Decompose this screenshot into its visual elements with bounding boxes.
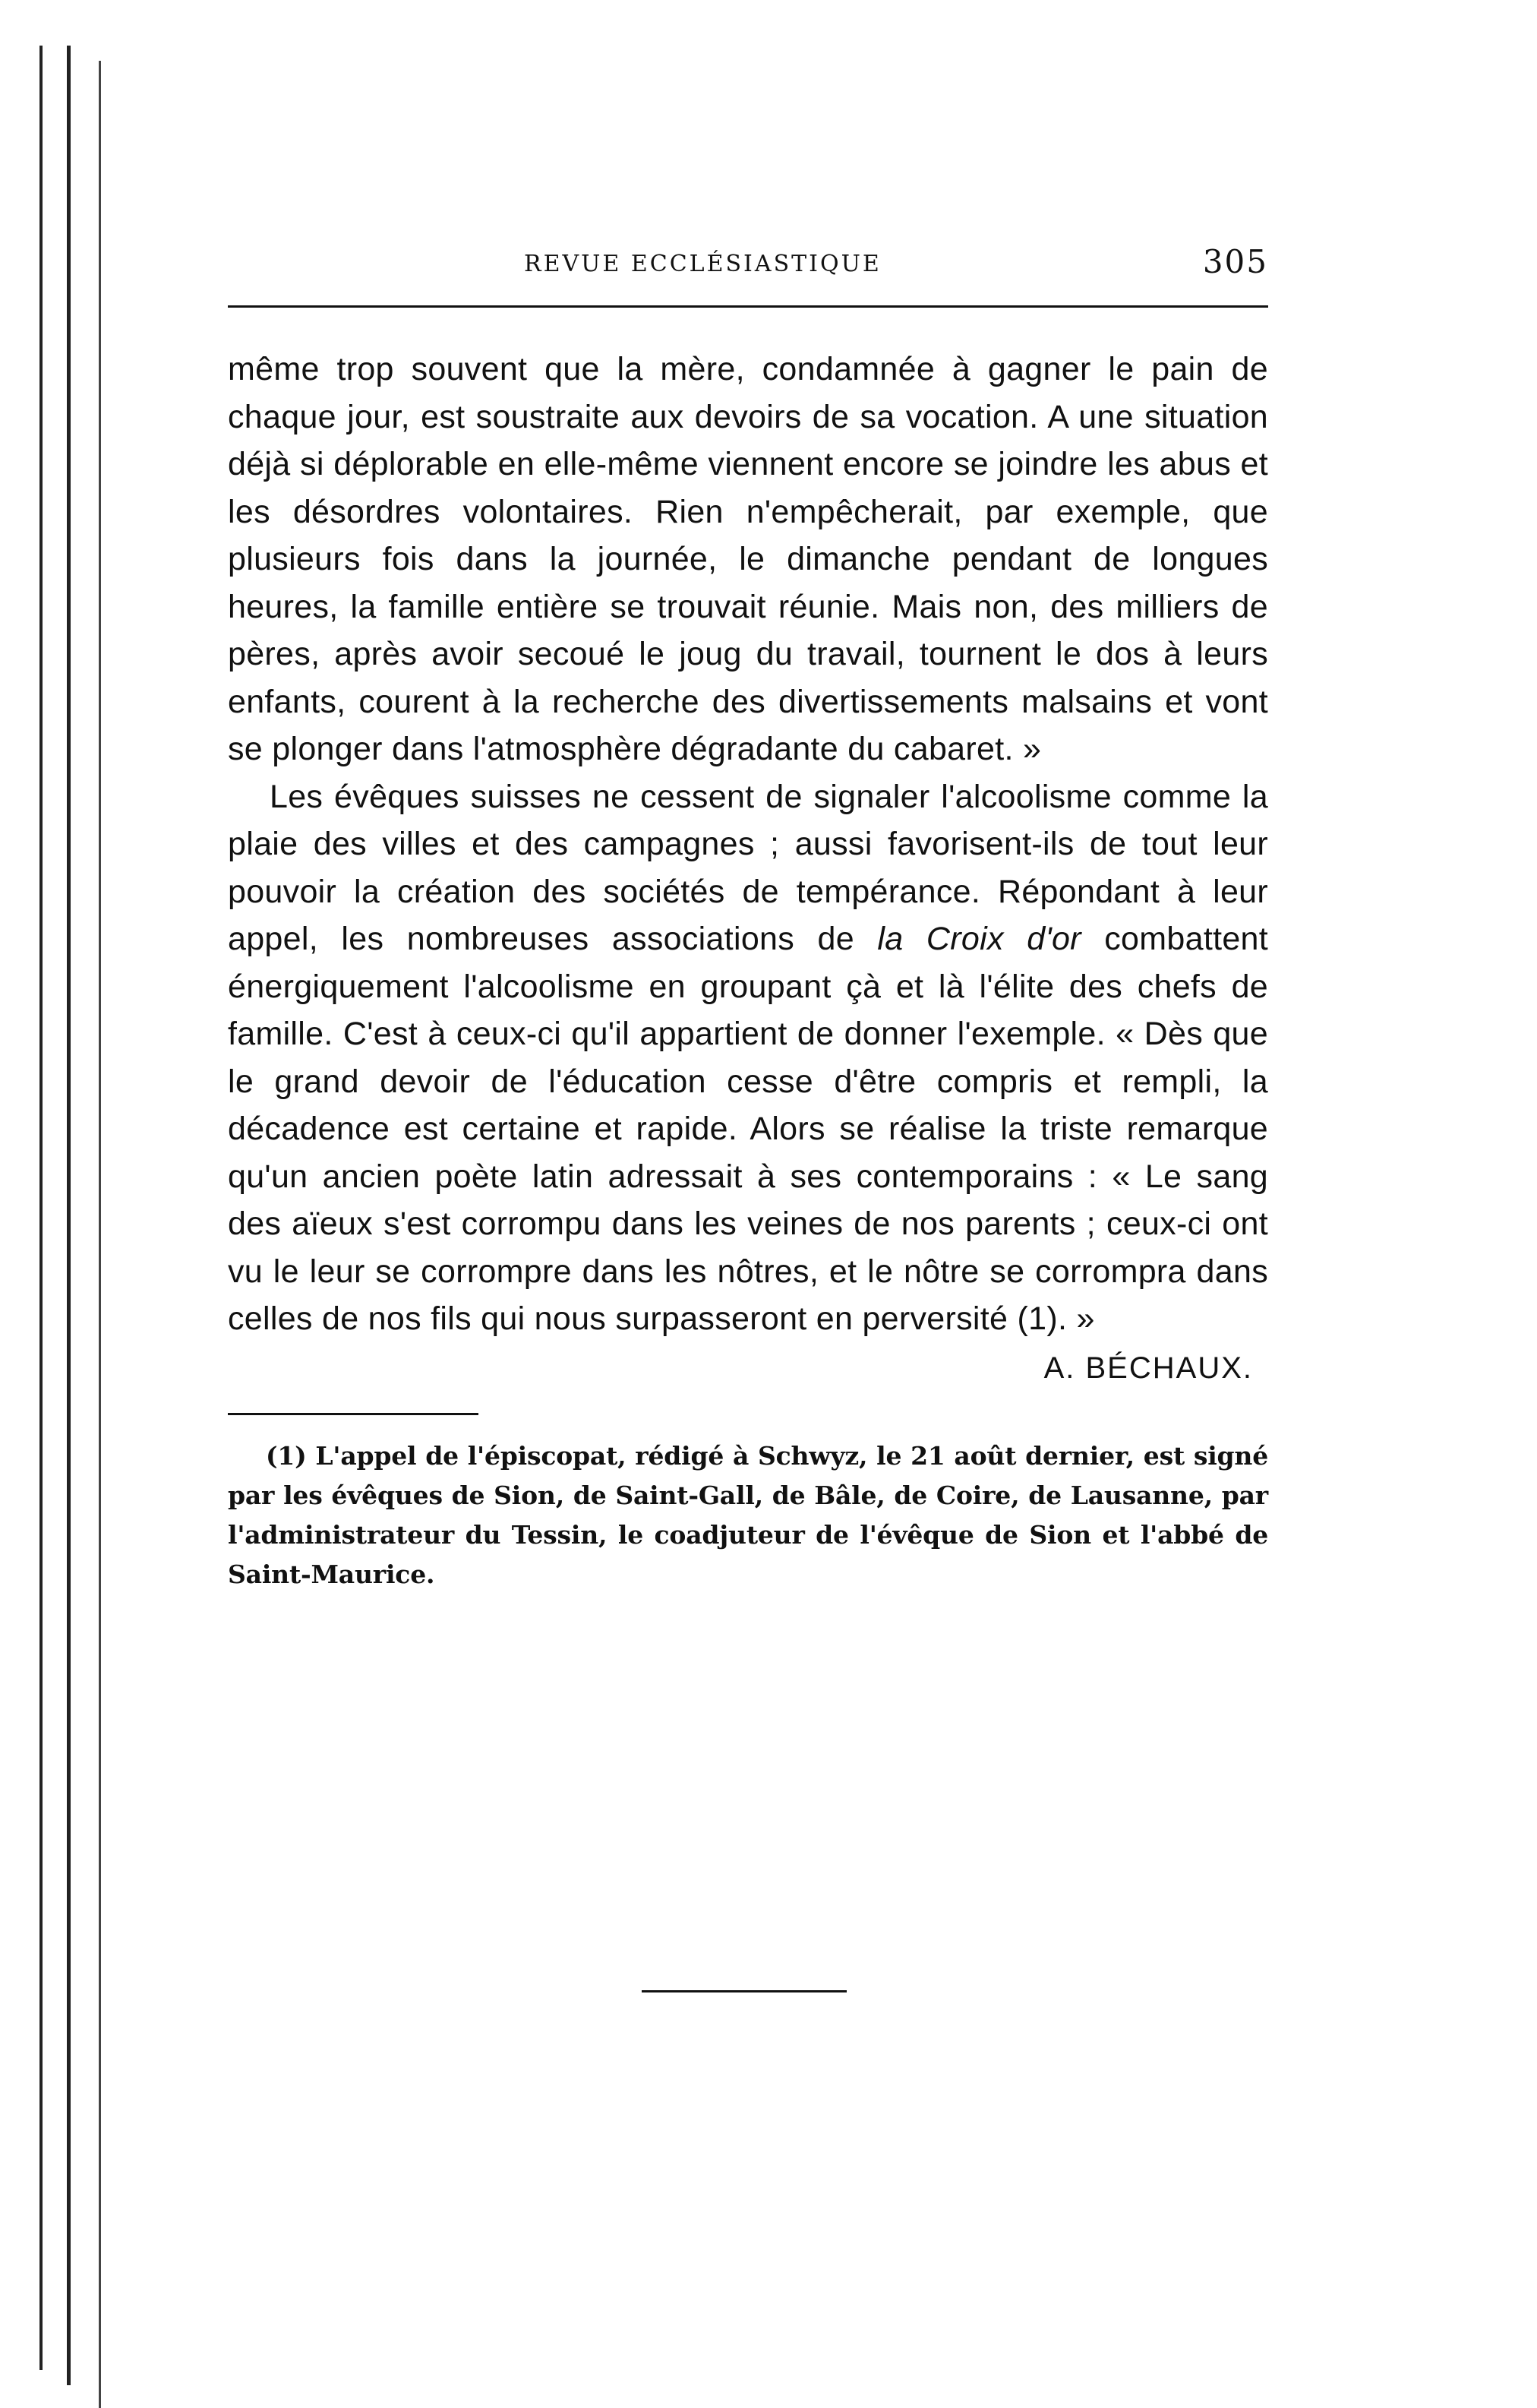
footnote: (1) L'appel de l'épiscopat, rédigé à Schwyz, le 21 août dernier, est signé par les évêques de Sion, de Saint-Gall, de Bâle, de Coire, de Lausanne, par l'administrateur du Tessin, le coadjuteur de l'évêque de Sion et l'abbé de Saint-Maurice.: [228, 1441, 1268, 1589]
binding-edge-line: [99, 61, 101, 2408]
paragraph-2-text-end: combattent énergiquement l'alcoolisme en groupant çà et là l'élite des chefs de famille. C'est à ceux-ci qu'il appartient de donner l'exemple. « Dès que le grand devoir de l'éducation cesse d'être compris et rempli, la décadence est certaine et rapide. Alors se réalise la triste remarque qu'un ancien poète latin adressait à ses contemporains : « Le sang des aïeux s'est corrompu dans les veines de nos parents ; ceux-ci ont vu le leur se corrompre dans les nôtres, et le nôtre se corrompra dans celles de nos fils qui nous surpasseront en perversité (1). »: [228, 921, 1268, 1337]
end-rule: [642, 1990, 847, 1992]
footnote-rule: [228, 1413, 478, 1415]
running-title: REVUE ECCLÉSIASTIQUE: [524, 251, 882, 277]
paragraph-2: [228, 773, 1268, 1343]
page: [228, 243, 1268, 1620]
paragraph-1: même trop souvent que la mère, condamnée à gagner le pain de chaque jour, est soustraite aux devoirs de sa vocation. A une situation déjà si déplorable en elle-même viennent encore se joindre les abus et les désordres volontaires. Rien n'empêcherait, par exemple, que plusieurs fois dans la journée, le dimanche pendant de longues heures, la famille entière se trouvait réunie. Mais non, des milliers de pères, après avoir secoué le joug du travail, tournent le dos à leurs enfants, courent à la recherche des divertissements malsains et vont se plonger dans l'atmosphère dégradante du cabaret. »: [228, 351, 1268, 767]
paragraph-2-text-start: Les évêques suisses ne cessent de signaler l'alcoolisme comme la plaie des villes et des campagnes ; aussi favorisent-ils de tout leur pouvoir la création des sociétés de tempérance. Répondant à leur appel, les nombreuses associations de: [228, 778, 1268, 957]
binding-edge-line: [39, 46, 43, 2370]
body-text: [228, 346, 1268, 1392]
running-head: [228, 243, 1268, 289]
author-signature: A. BÉCHAUX.: [1043, 1351, 1253, 1385]
paragraph-2-italic-title: la Croix d'or: [877, 921, 1081, 957]
binding-edge-line: [67, 46, 71, 2385]
header-rule: [228, 305, 1268, 308]
page-number: 305: [1202, 243, 1268, 280]
